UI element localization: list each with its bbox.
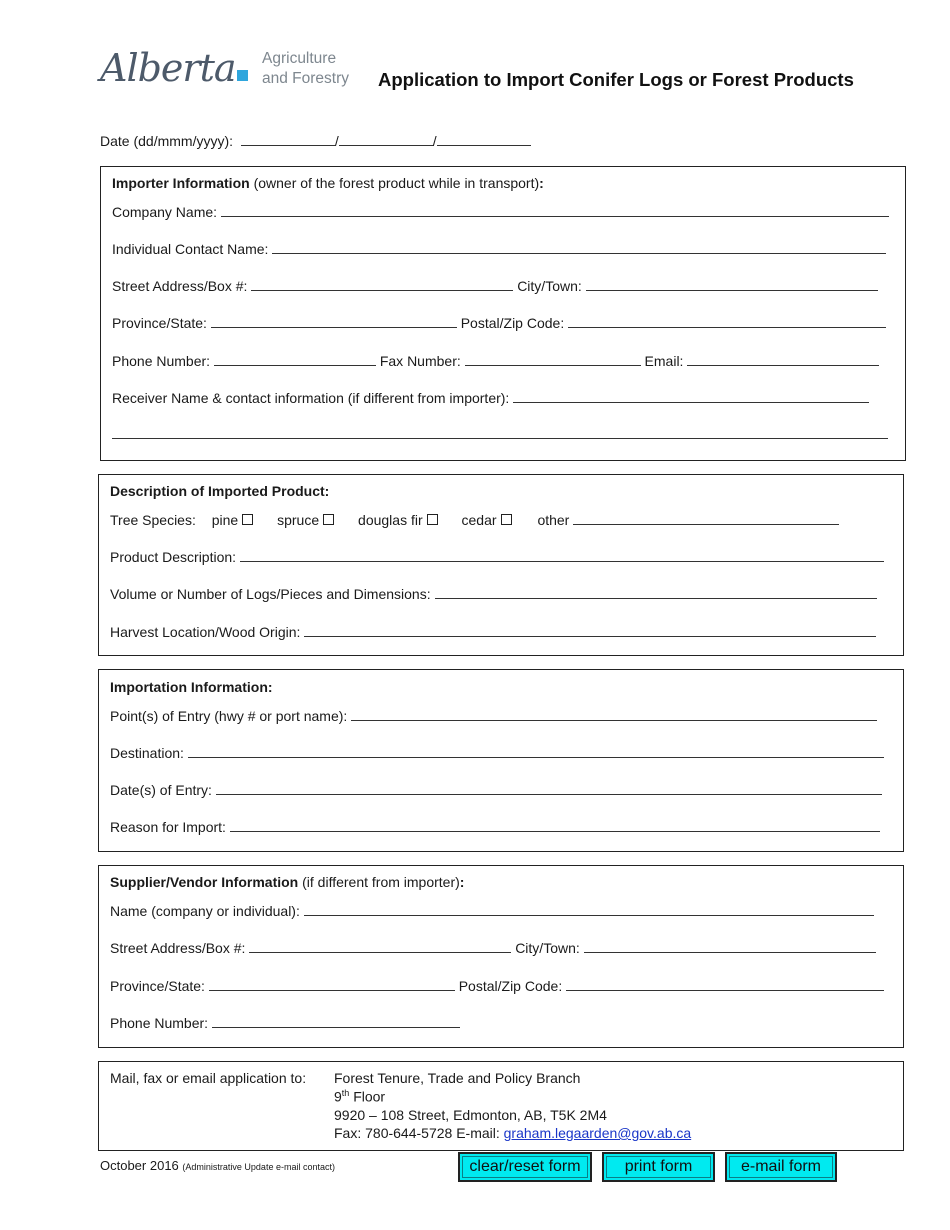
revision-date-text: October 2016 [100, 1158, 179, 1173]
revision-note: (Administrative Update e-mail contact) [182, 1162, 335, 1172]
receiver-field[interactable] [513, 389, 869, 403]
clear-reset-button-label: clear/reset form [469, 1158, 581, 1175]
mail-label: Mail, fax or email application to: [110, 1070, 307, 1086]
contact-name-label: Individual Contact Name: [112, 241, 269, 257]
species-cedar-checkbox[interactable] [501, 514, 512, 525]
reason-label: Reason for Import: [110, 819, 226, 835]
importer-city-label: City/Town: [517, 278, 582, 294]
supplier-street-field[interactable] [249, 939, 511, 953]
importer-province-label: Province/State: [112, 315, 207, 331]
species-spruce-checkbox[interactable] [323, 514, 334, 525]
phone-label: Phone Number: [112, 353, 211, 369]
email-field[interactable] [687, 352, 879, 366]
species-other-label: other [537, 512, 570, 528]
supplier-heading-colon: : [459, 874, 465, 890]
supplier-section [98, 865, 904, 1048]
supplier-heading-note: (if different from importer) [302, 874, 460, 890]
product-description-label: Product Description: [110, 549, 237, 565]
address-fax: Fax: 780-644-5728 E-mail: [334, 1125, 504, 1141]
importer-street-field[interactable] [251, 277, 513, 291]
address-floor: 9th Floor [334, 1088, 386, 1105]
importer-section [100, 166, 906, 461]
importer-city-field[interactable] [586, 277, 878, 291]
logo-department-line1: Agriculture [262, 50, 337, 67]
species-pine-label: pine [211, 512, 239, 528]
email-label: Email: [644, 353, 684, 369]
importation-section [98, 669, 904, 852]
entry-points-label: Point(s) of Entry (hwy # or port name): [110, 708, 348, 724]
receiver-field-line2[interactable] [112, 425, 888, 439]
date-year-field[interactable] [437, 132, 531, 146]
importer-heading: Importer Information [112, 175, 250, 191]
entry-dates-label: Date(s) of Entry: [110, 782, 212, 798]
species-cedar-label: cedar [461, 512, 497, 528]
importer-postal-label: Postal/Zip Code: [460, 315, 565, 331]
supplier-phone-label: Phone Number: [110, 1015, 209, 1031]
product-description-field[interactable] [240, 548, 884, 562]
species-pine-checkbox[interactable] [242, 514, 253, 525]
logo-department-line2: and Forestry [262, 70, 350, 87]
tree-species-row [110, 511, 839, 529]
email-form-button[interactable] [725, 1152, 837, 1182]
date-month-field[interactable] [339, 132, 433, 146]
supplier-postal-field[interactable] [566, 977, 884, 991]
receiver-label: Receiver Name & contact information (if different from importer): [112, 390, 510, 406]
address-street: 9920 – 108 Street, Edmonton, AB, T5K 2M4 [334, 1107, 607, 1123]
supplier-street-label: Street Address/Box #: [110, 940, 246, 956]
print-form-button[interactable] [602, 1152, 715, 1182]
supplier-postal-label: Postal/Zip Code: [458, 978, 563, 994]
species-spruce-label: spruce [277, 512, 320, 528]
contact-email-link[interactable]: graham.legaarden@gov.ab.ca [503, 1125, 692, 1141]
date-row: Date (dd/mmm/yyyy): / / [100, 132, 531, 149]
species-other-field[interactable] [573, 511, 839, 525]
importation-heading: Importation Information: [110, 679, 273, 695]
species-douglas-fir-checkbox[interactable] [427, 514, 438, 525]
reason-field[interactable] [230, 818, 880, 832]
species-douglas-fir-label: douglas fir [358, 512, 423, 528]
supplier-province-field[interactable] [209, 977, 455, 991]
contact-name-field[interactable] [272, 240, 886, 254]
entry-dates-field[interactable] [216, 781, 882, 795]
company-name-label: Company Name: [112, 204, 218, 220]
product-heading: Description of Imported Product: [110, 483, 330, 499]
supplier-heading: Supplier/Vendor Information [110, 874, 299, 890]
phone-field[interactable] [214, 352, 376, 366]
importer-heading-row [112, 174, 544, 192]
supplier-city-field[interactable] [584, 939, 876, 953]
supplier-city-label: City/Town: [515, 940, 580, 956]
destination-field[interactable] [188, 744, 884, 758]
volume-label: Volume or Number of Logs/Pieces and Dimensions: [110, 586, 431, 602]
email-form-button-label: e-mail form [740, 1158, 821, 1175]
harvest-field[interactable] [304, 623, 876, 637]
supplier-phone-field[interactable] [212, 1014, 460, 1028]
company-name-field[interactable] [221, 203, 889, 217]
importer-province-field[interactable] [211, 314, 457, 328]
importer-street-label: Street Address/Box #: [112, 278, 248, 294]
harvest-label: Harvest Location/Wood Origin: [110, 624, 301, 640]
supplier-name-field[interactable] [304, 902, 874, 916]
logo-accent-square [237, 70, 248, 81]
importer-postal-field[interactable] [568, 314, 886, 328]
date-label: Date (dd/mmm/yyyy): [100, 133, 234, 149]
volume-field[interactable] [435, 585, 877, 599]
logo-wordmark: Alberta [100, 46, 236, 90]
address-fax-email [334, 1125, 691, 1141]
clear-reset-button[interactable] [458, 1152, 592, 1182]
importer-heading-note: (owner of the forest product while in transport) [253, 175, 540, 191]
revision-date [100, 1158, 335, 1173]
date-day-field[interactable] [241, 132, 335, 146]
form-title: Application to Import Conifer Logs or Forest Products [378, 69, 854, 90]
fax-label: Fax Number: [379, 353, 461, 369]
product-section [98, 474, 904, 656]
supplier-province-label: Province/State: [110, 978, 205, 994]
entry-points-field[interactable] [351, 707, 877, 721]
fax-field[interactable] [465, 352, 641, 366]
supplier-name-label: Name (company or individual): [110, 903, 300, 919]
print-form-button-label: print form [624, 1158, 693, 1175]
destination-label: Destination: [110, 745, 184, 761]
alberta-logo [100, 44, 370, 96]
address-branch: Forest Tenure, Trade and Policy Branch [334, 1070, 581, 1086]
mailing-section [98, 1061, 904, 1151]
importer-heading-colon: : [539, 175, 544, 191]
tree-species-label: Tree Species: [110, 512, 196, 528]
